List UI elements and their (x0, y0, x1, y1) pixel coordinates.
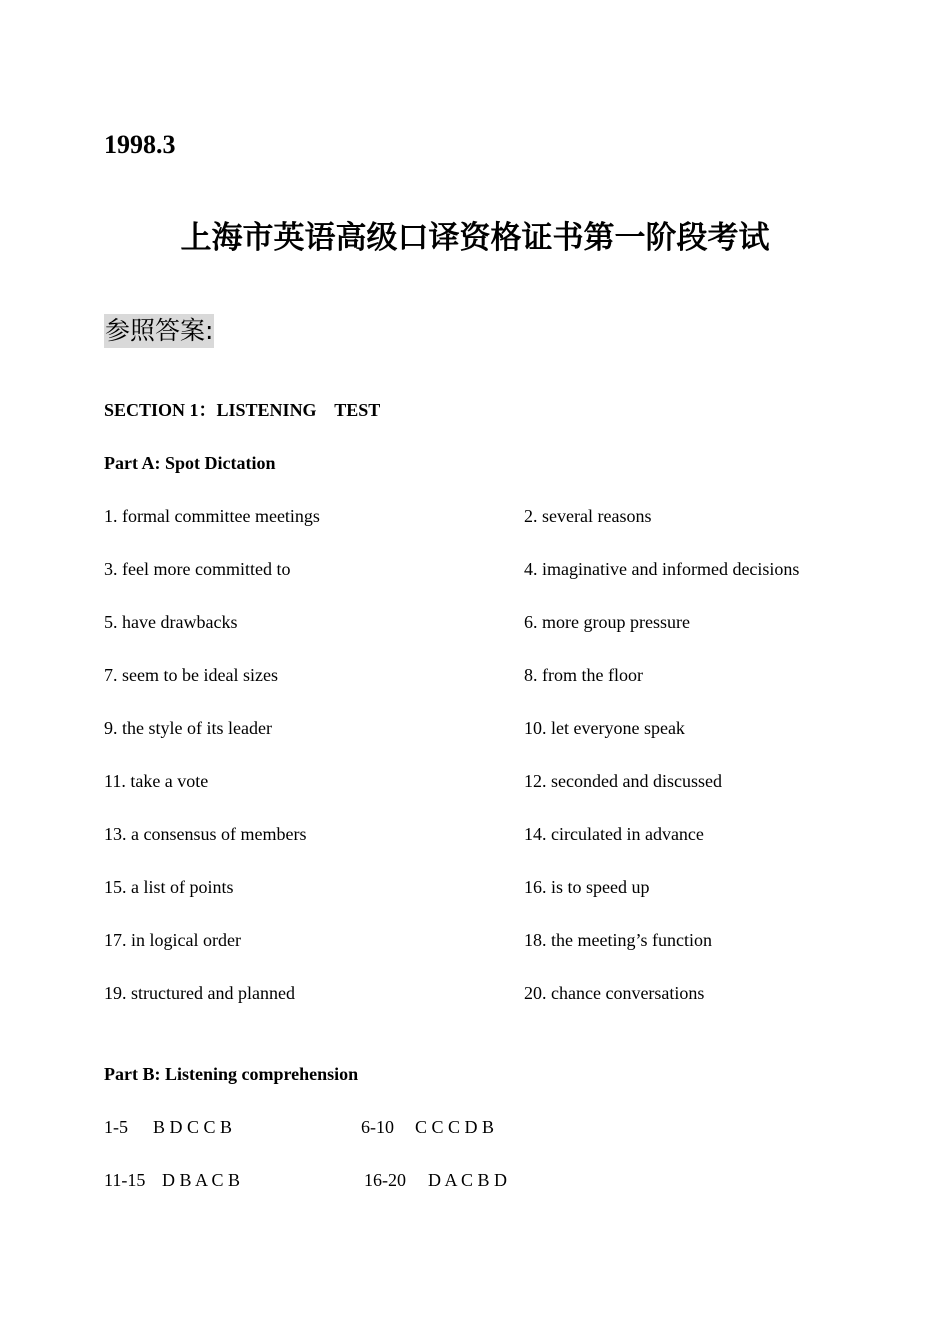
answer-letters: D B A C B (162, 1170, 241, 1190)
question-range: 1-5 (104, 1117, 128, 1137)
dictation-answer: 16. is to speed up (524, 877, 650, 897)
answer-letters: C C C D B (415, 1117, 495, 1137)
dictation-answer: 3. feel more committed to (104, 559, 291, 579)
answers-heading: 参照答案: (104, 314, 214, 348)
answer-letters: B D C C B (153, 1117, 233, 1137)
answer-letters: D A C B D (428, 1170, 508, 1190)
dictation-answer: 2. several reasons (524, 506, 652, 526)
dictation-answer: 5. have drawbacks (104, 612, 238, 632)
dictation-answer: 1. formal committee meetings (104, 506, 320, 526)
section-1-heading: SECTION 1：LISTENING TEST (104, 400, 381, 420)
question-range: 16-20 (364, 1170, 406, 1190)
dictation-answer: 19. structured and planned (104, 983, 295, 1003)
dictation-answer: 4. imaginative and informed decisions (524, 559, 800, 579)
dictation-answer: 10. let everyone speak (524, 718, 685, 738)
part-b-heading: Part B: Listening comprehension (104, 1064, 359, 1084)
dictation-answer: 13. a consensus of members (104, 824, 307, 844)
dictation-answer: 14. circulated in advance (524, 824, 704, 844)
document-title: 上海市英语高级口译资格证书第一阶段考试 (180, 220, 770, 256)
dictation-answer: 20. chance conversations (524, 983, 705, 1003)
question-range: 11-15 (104, 1170, 146, 1190)
dictation-answer: 6. more group pressure (524, 612, 690, 632)
dictation-answer: 17. in logical order (104, 930, 241, 950)
question-range: 6-10 (361, 1117, 394, 1137)
dictation-answer: 15. a list of points (104, 877, 234, 897)
dictation-answer: 7. seem to be ideal sizes (104, 665, 278, 685)
dictation-answer: 11. take a vote (104, 771, 209, 791)
exam-date: 1998.3 (104, 130, 176, 159)
dictation-answer: 12. seconded and discussed (524, 771, 722, 791)
dictation-answer: 18. the meeting’s function (524, 930, 712, 950)
dictation-answer: 9. the style of its leader (104, 718, 272, 738)
part-a-heading: Part A: Spot Dictation (104, 453, 276, 473)
dictation-answer: 8. from the floor (524, 665, 643, 685)
